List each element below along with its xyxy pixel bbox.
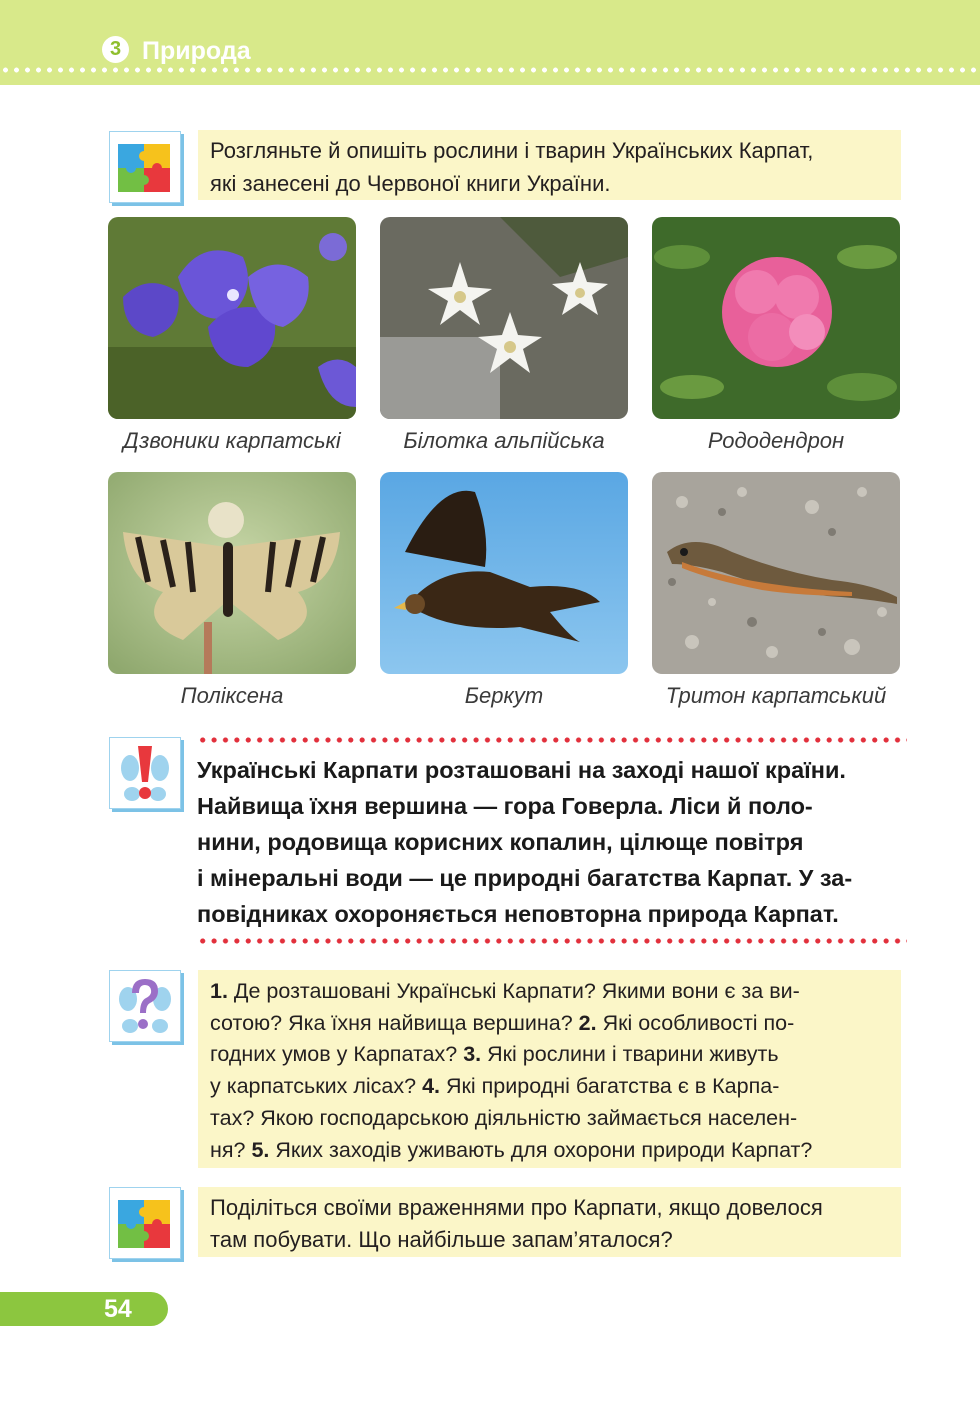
header-dotted-line [0, 66, 980, 74]
rhododendron-photo [652, 217, 900, 419]
fact-line: повідниках охороняється неповторна природа Карпат. [197, 901, 839, 927]
caption-bellflower: Дзвоники карпатські [123, 428, 341, 453]
caption-edelweiss: Білотка альпійська [403, 428, 605, 453]
question-line: у карпатських лісах? 4. Які природні багатства є в Карпа- [210, 1074, 780, 1099]
golden-eagle-photo [380, 472, 628, 674]
task-instruction-line-2: які занесені до Червоної книги України. [210, 171, 611, 196]
caption-newt: Тритон карпатський [665, 683, 887, 708]
section-number-badge: 3 [102, 36, 129, 63]
fact-top-dotted-rule [197, 736, 907, 744]
question-line: тах? Якою господарською діяльністю займається населен- [210, 1105, 798, 1130]
fact-line: Найвища їхня вершина — гора Говерла. Ліси й поло- [197, 793, 813, 819]
page-number-tab [0, 1292, 168, 1326]
butterfly-photo [108, 472, 356, 674]
section-title: Природа [142, 37, 251, 65]
fact-line: нини, родовища корисних копалин, цілюще повітря [197, 829, 804, 855]
newt-photo [652, 472, 900, 674]
question-line: годних умов у Карпатах? 3. Які рослини і тварини живуть [210, 1042, 779, 1067]
question-icon [109, 970, 181, 1042]
question-line: ня? 5. Яких заходів уживають для охорони природи Карпат? [210, 1137, 813, 1162]
fact-line: і мінеральні води — це природні багатства Карпат. У за- [197, 865, 853, 891]
task2-instruction-line-2: там побувати. Що найбільше запам’яталося? [210, 1227, 673, 1252]
caption-golden-eagle: Беркут [464, 683, 544, 708]
fact-line: Українські Карпати розташовані на заході нашої країни. [197, 757, 846, 783]
caption-rhododendron: Рододендрон [707, 428, 845, 453]
page-number: 54 [104, 1295, 132, 1323]
fact-bottom-dotted-rule [197, 937, 907, 945]
task2-instruction-line-1: Поділіться своїми враженнями про Карпати, якщо довелося [210, 1195, 823, 1220]
edelweiss-photo [380, 217, 628, 419]
puzzle-icon [109, 1187, 181, 1259]
puzzle-icon [109, 131, 181, 203]
fact-text [197, 752, 903, 932]
bellflower-photo [108, 217, 356, 419]
question-line: 1. Де розташовані Українські Карпати? Якими вони є за ви- [210, 979, 800, 1003]
exclamation-icon [109, 737, 181, 809]
task-instruction-line-1: Розгляньте й опишіть рослини і тварин Українських Карпат, [210, 138, 814, 163]
questions-text [210, 976, 890, 1166]
question-line: сотою? Яка їхня найвища вершина? 2. Які особливості по- [210, 1010, 795, 1035]
caption-butterfly: Поліксена [180, 683, 284, 708]
